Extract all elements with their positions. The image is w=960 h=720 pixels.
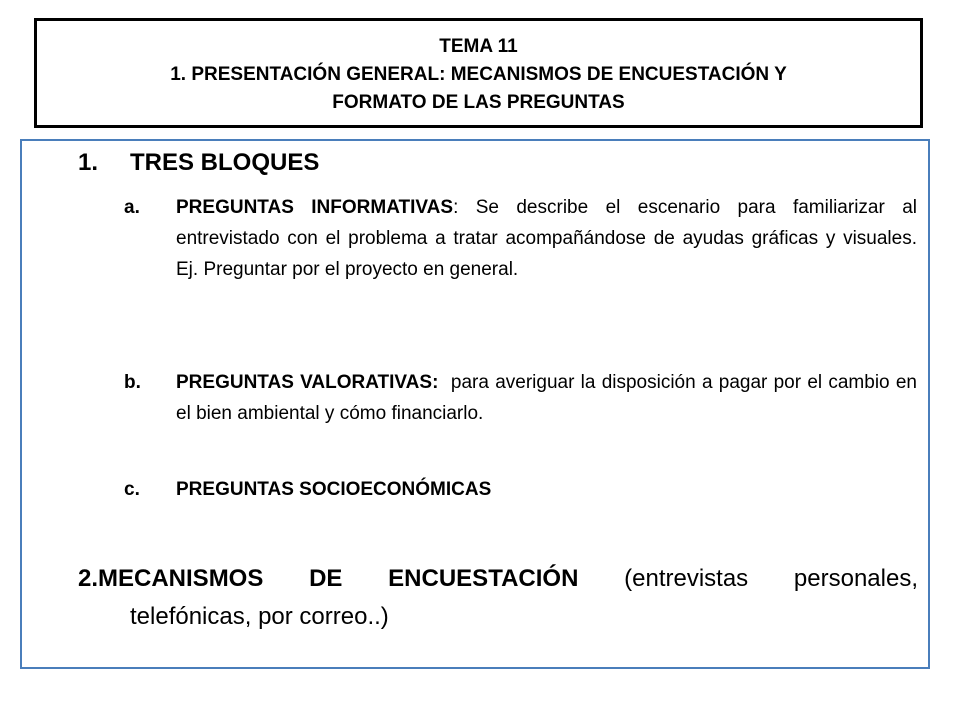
section2-heading-word: ENCUESTACIÓN: [388, 565, 579, 592]
section2-paragraph: [78, 560, 918, 636]
title-heading: 1. PRESENTACIÓN GENERAL: MECANISMOS DE ENCUESTACIÓN Y: [170, 64, 787, 85]
list-item-informativas: [124, 192, 917, 285]
list-item-text: [176, 192, 917, 285]
section2-paren-word: (entrevistas: [624, 565, 749, 592]
title-topic: TEMA 11: [439, 36, 518, 57]
list-item-text: [176, 474, 917, 505]
slide-title-box: [34, 18, 923, 128]
list-item-lead: PREGUNTAS SOCIOECONÓMICAS: [176, 479, 492, 500]
list-item-lead: PREGUNTAS INFORMATIVAS: [176, 197, 454, 218]
list-item-body: : Se describe el escenario para familiarizar al entrevistado con el problema a tratar acompañándose de ayudas gráficas y visuales. Ej. Preguntar por el proyecto en general.: [176, 197, 917, 280]
list-letter: a.: [124, 197, 140, 218]
list-item-body: para averiguar la disposición a pagar por el cambio en el bien ambiental y cómo financiarlo.: [176, 372, 923, 424]
list-letter: b.: [124, 372, 141, 393]
section2-paren-word: personales,: [793, 565, 918, 592]
section2-heading-word: 2.MECANISMOS: [78, 565, 264, 592]
list-item-lead: PREGUNTAS VALORATIVAS:: [176, 372, 439, 393]
section2-first-line: [78, 560, 918, 598]
list-item-socioeconomicas: [124, 474, 917, 505]
section1-heading: [78, 146, 319, 180]
section1-title: TRES BLOQUES: [130, 149, 320, 176]
title-heading-continued: FORMATO DE LAS PREGUNTAS: [332, 92, 625, 113]
list-item-valorativas: [124, 367, 923, 429]
list-item-text: [176, 367, 923, 429]
section1-number: 1.: [78, 149, 99, 176]
section2-second-line: telefónicas, por correo..): [130, 603, 389, 630]
list-letter: c.: [124, 479, 140, 500]
section2-heading-word: DE: [309, 565, 343, 592]
